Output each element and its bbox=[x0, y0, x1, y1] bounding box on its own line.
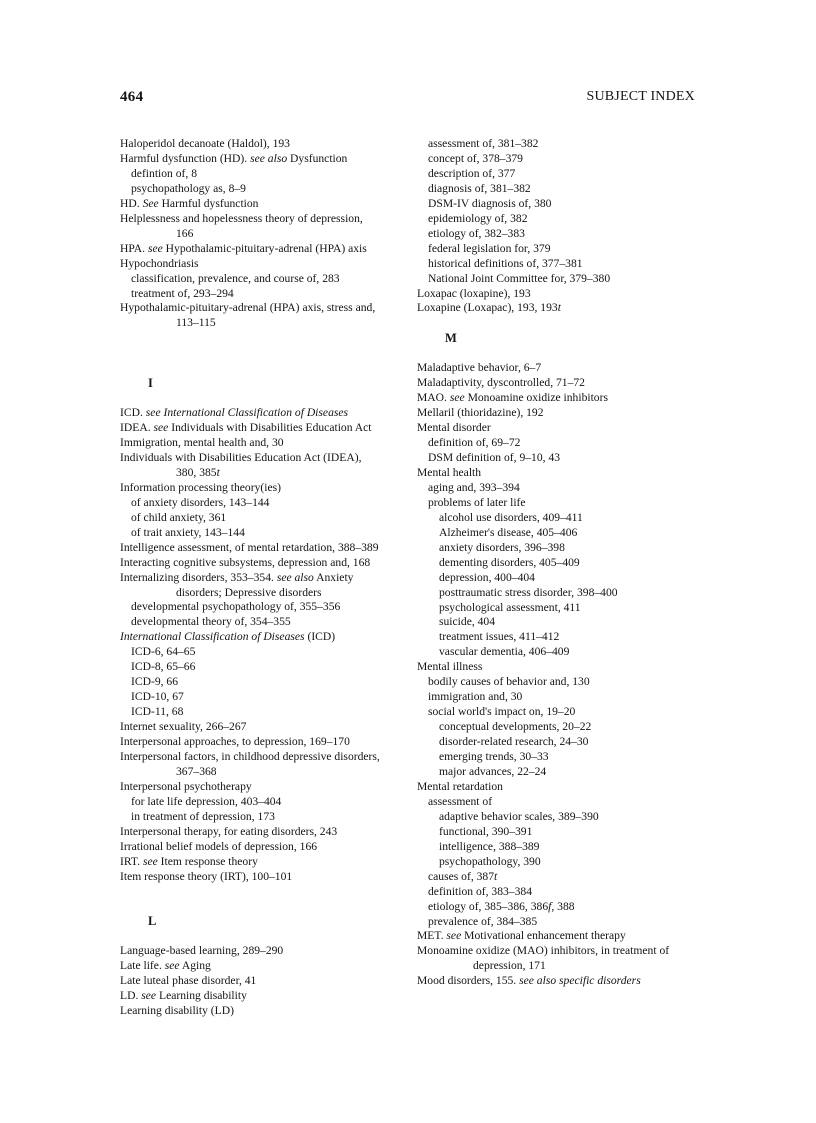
index-subentry: developmental psychopathology of, 355–356 bbox=[131, 600, 341, 614]
index-subentry: etiology of, 385–386, 386f, 388 bbox=[428, 899, 575, 913]
index-subentry: ICD-9, 66 bbox=[131, 675, 179, 689]
index-subentry: description of, 377 bbox=[428, 166, 516, 180]
index-entry: Loxapine (Loxapac), 193, 193t bbox=[417, 301, 561, 315]
index-entry: MAO. see Monoamine oxidize inhibitors bbox=[417, 391, 608, 405]
index-entry: Interpersonal approaches, to depression, 169–170 bbox=[120, 735, 350, 749]
index-subsubentry: Alzheimer's disease, 405–406 bbox=[439, 525, 578, 539]
index-subsubentry: adaptive behavior scales, 389–390 bbox=[439, 809, 599, 823]
index-entry: Maladaptive behavior, 6–7 bbox=[417, 361, 542, 375]
index-subentry: National Joint Committee for, 379–380 bbox=[428, 271, 611, 285]
index-subentry: definition of, 69–72 bbox=[428, 436, 521, 450]
index-subentry: epidemiology of, 382 bbox=[428, 211, 528, 225]
index-subsubentry: suicide, 404 bbox=[439, 615, 496, 629]
index-subentry: in treatment of depression, 173 bbox=[131, 809, 275, 823]
index-entry: Helplessness and hopelessness theory of depression, bbox=[120, 211, 363, 225]
index-subentry: concept of, 378–379 bbox=[428, 151, 523, 165]
index-subsubentry: anxiety disorders, 396–398 bbox=[439, 540, 565, 554]
index-subentry: classification, prevalence, and course of, 283 bbox=[131, 271, 340, 285]
index-entry: Intelligence assessment, of mental retardation, 388–389 bbox=[120, 540, 379, 554]
index-entry: Harmful dysfunction (HD). see also Dysfunction bbox=[120, 151, 348, 165]
index-subentry: etiology of, 382–383 bbox=[428, 226, 525, 240]
page-number: 464 bbox=[120, 89, 144, 105]
index-entry: Interpersonal factors, in childhood depressive disorders, bbox=[120, 750, 380, 764]
index-subentry: prevalence of, 384–385 bbox=[428, 914, 538, 928]
index-entry: Language-based learning, 289–290 bbox=[120, 944, 284, 958]
index-subsubentry: functional, 390–391 bbox=[439, 824, 533, 838]
index-entry: Irrational belief models of depression, 166 bbox=[120, 839, 318, 853]
index-entry: Late life. see Aging bbox=[120, 959, 211, 973]
index-entry: LD. see Learning disability bbox=[120, 989, 247, 1003]
index-entry: IDEA. see Individuals with Disabilities Education Act bbox=[120, 421, 372, 435]
index-entry: Mood disorders, 155. see also specific disorders bbox=[417, 974, 641, 988]
index-subentry: ICD-8, 65–66 bbox=[131, 660, 196, 674]
index-subentry: of anxiety disorders, 143–144 bbox=[131, 495, 270, 509]
index-subentry: of child anxiety, 361 bbox=[131, 510, 227, 524]
index-entry: Learning disability (LD) bbox=[120, 1004, 234, 1018]
index-entry: Mental disorder bbox=[417, 421, 491, 435]
section-heading-i: I bbox=[148, 376, 153, 391]
left-column bbox=[120, 137, 405, 1019]
index-subentry: federal legislation for, 379 bbox=[428, 241, 551, 255]
index-continuation: 380, 385t bbox=[176, 465, 220, 479]
index-entry: Interpersonal therapy, for eating disorders, 243 bbox=[120, 824, 338, 838]
right-column bbox=[417, 137, 702, 989]
index-entry: Monoamine oxidize (MAO) inhibitors, in treatment of bbox=[417, 944, 670, 958]
index-subentry: ICD-11, 68 bbox=[131, 705, 184, 719]
index-subsubentry: psychological assessment, 411 bbox=[439, 600, 581, 614]
index-entry: Hypochondriasis bbox=[120, 256, 199, 270]
index-subentry: historical definitions of, 377–381 bbox=[428, 256, 583, 270]
index-subentry: DSM definition of, 9–10, 43 bbox=[428, 450, 561, 464]
index-entry: Maladaptivity, dyscontrolled, 71–72 bbox=[417, 376, 585, 390]
index-subsubentry: disorder-related research, 24–30 bbox=[439, 735, 589, 749]
index-subentry: of trait anxiety, 143–144 bbox=[131, 525, 245, 539]
index-entry: Mental health bbox=[417, 465, 482, 479]
index-subentry: defintion of, 8 bbox=[131, 166, 198, 180]
index-continuation: 166 bbox=[176, 226, 194, 240]
index-entry: Immigration, mental health and, 30 bbox=[120, 436, 284, 449]
index-entry: Mental retardation bbox=[417, 779, 503, 793]
index-entry: Hypothalamic-pituitary-adrenal (HPA) axis, stress and, bbox=[120, 301, 376, 315]
index-subentry: bodily causes of behavior and, 130 bbox=[428, 675, 590, 689]
index-subsubentry: psychopathology, 390 bbox=[439, 854, 541, 868]
index-entry: Internet sexuality, 266–267 bbox=[120, 720, 247, 734]
index-subsubentry: major advances, 22–24 bbox=[439, 765, 547, 778]
index-subsubentry: treatment issues, 411–412 bbox=[439, 630, 560, 644]
index-subentry: definition of, 383–384 bbox=[428, 884, 533, 898]
index-subsubentry: intelligence, 388–389 bbox=[439, 839, 540, 853]
index-subentry: treatment of, 293–294 bbox=[131, 286, 234, 300]
index-subentry: problems of later life bbox=[428, 495, 526, 509]
index-entry: Loxapac (loxapine), 193 bbox=[417, 286, 531, 300]
index-continuation: disorders; Depressive disorders bbox=[176, 585, 322, 599]
index-entry: ICD. see International Classification of Diseases bbox=[120, 406, 349, 420]
index-entry: International Classification of Diseases (ICD) bbox=[120, 630, 336, 644]
index-entry: Mental illness bbox=[417, 660, 483, 674]
index-entry: Mellaril (thioridazine), 192 bbox=[417, 406, 544, 420]
index-subentry: for late life depression, 403–404 bbox=[131, 794, 282, 808]
index-continuation: 367–368 bbox=[176, 764, 217, 778]
index-subentry: assessment of bbox=[428, 794, 493, 808]
index-continuation: depression, 171 bbox=[473, 959, 546, 973]
index-subsubentry: depression, 400–404 bbox=[439, 570, 535, 584]
index-entry: Individuals with Disabilities Education Act (IDEA), bbox=[120, 450, 362, 464]
index-entry: MET. see Motivational enhancement therapy bbox=[417, 929, 626, 943]
index-entry: Item response theory (IRT), 100–101 bbox=[120, 869, 293, 883]
index-continuation: 113–115 bbox=[176, 316, 216, 330]
index-subentry: assessment of, 381–382 bbox=[428, 137, 539, 150]
index-subentry: developmental theory of, 354–355 bbox=[131, 615, 291, 629]
section-heading-m: M bbox=[445, 331, 457, 346]
index-subsubentry: conceptual developments, 20–22 bbox=[439, 720, 592, 734]
index-entry: Internalizing disorders, 353–354. see also Anxiety bbox=[120, 570, 354, 584]
index-subsubentry: vascular dementia, 406–409 bbox=[439, 645, 570, 659]
index-subsubentry: posttraumatic stress disorder, 398–400 bbox=[439, 585, 618, 599]
index-subentry: social world's impact on, 19–20 bbox=[428, 705, 576, 719]
index-entry: Interacting cognitive subsystems, depression and, 168 bbox=[120, 555, 371, 569]
index-subentry: DSM-IV diagnosis of, 380 bbox=[428, 196, 552, 210]
index-entry: IRT. see Item response theory bbox=[120, 854, 258, 868]
index-entry: Interpersonal psychotherapy bbox=[120, 779, 252, 793]
index-entry: Information processing theory(ies) bbox=[120, 480, 281, 494]
index-subentry: psychopathology as, 8–9 bbox=[131, 181, 246, 195]
index-entry: Late luteal phase disorder, 41 bbox=[120, 974, 257, 988]
index-subentry: ICD-10, 67 bbox=[131, 690, 184, 704]
section-heading-l: L bbox=[148, 914, 157, 929]
index-subentry: ICD-6, 64–65 bbox=[131, 645, 196, 659]
index-subsubentry: emerging trends, 30–33 bbox=[439, 750, 549, 764]
index-subentry: diagnosis of, 381–382 bbox=[428, 181, 531, 195]
index-entry: Haloperidol decanoate (Haldol), 193 bbox=[120, 137, 290, 150]
index-entry: HPA. see Hypothalamic-pituitary-adrenal (HPA) axis bbox=[120, 241, 367, 255]
index-subsubentry: dementing disorders, 405–409 bbox=[439, 555, 580, 569]
index-entry: HD. See Harmful dysfunction bbox=[120, 196, 259, 210]
index-subentry: aging and, 393–394 bbox=[428, 480, 520, 494]
index-subentry: immigration and, 30 bbox=[428, 690, 523, 704]
running-head: SUBJECT INDEX bbox=[586, 89, 695, 104]
index-subentry: causes of, 387t bbox=[428, 869, 498, 883]
index-subsubentry: alcohol use disorders, 409–411 bbox=[439, 510, 583, 524]
